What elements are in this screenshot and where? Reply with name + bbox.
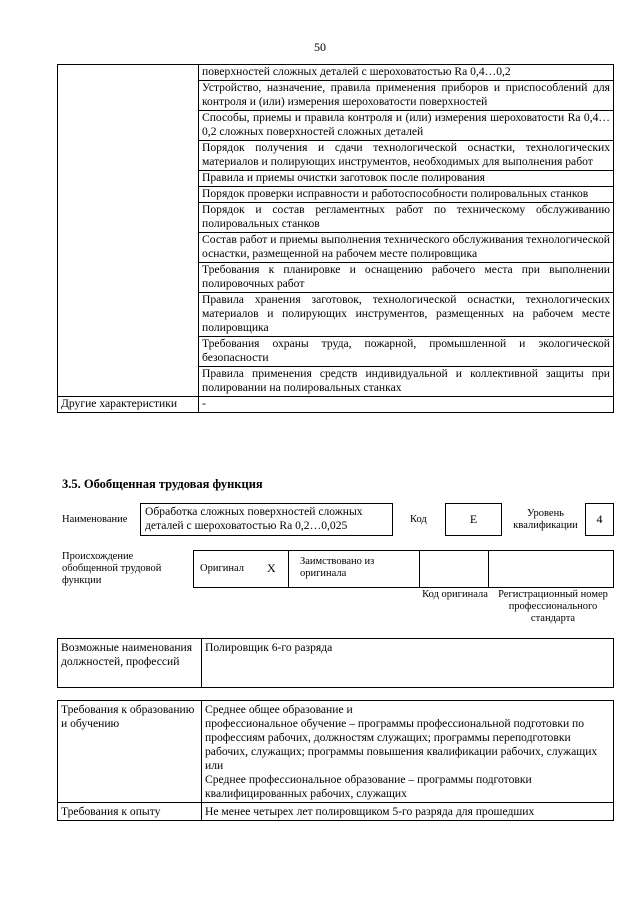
knowledge-item: Состав работ и приемы выполнения технического обслуживания технологической оснастки, размещенной на рабочем месте полировщика — [199, 233, 614, 263]
function-name-box — [140, 503, 393, 536]
code-box — [445, 503, 502, 536]
positions-table — [57, 638, 614, 688]
level-box — [585, 503, 614, 536]
page-number: 50 — [314, 40, 326, 54]
code-value: E — [469, 512, 478, 526]
origin-label: Происхождение обобщенной трудовой функции — [62, 551, 162, 586]
level-value: 4 — [596, 512, 603, 526]
education-line: Среднее общее образование и — [205, 703, 353, 716]
knowledge-item: Требования охраны труда, пожарной, промышленной и экологической безопасности — [199, 337, 614, 367]
knowledge-item: Требования к планировке и оснащению рабочего места при выполнении полировочных работ — [199, 263, 614, 293]
education-value — [202, 701, 614, 803]
positions-label: Возможные наименования должностей, профессий — [58, 639, 202, 688]
reg-number-caption: Регистрационный номер профессионального стандарта — [498, 589, 608, 624]
knowledge-table — [57, 64, 614, 413]
original-mark: X — [267, 561, 276, 575]
requirements-table — [57, 700, 614, 821]
education-label: Требования к образованию и обучению — [58, 701, 202, 803]
education-line: профессиональное обучение – программы профессиональной подготовки по профессиям рабочих, должностям служащих; программы переподготовки рабочих, служащих; программы повышения квалификации рабочих, служащих — [205, 717, 598, 758]
other-characteristics-value: - — [199, 397, 614, 413]
origin-box — [193, 550, 614, 588]
knowledge-item: Порядок получения и сдачи технологической оснастки, технологических материалов и полирующих инструментов, необходимых для выполнения работ — [199, 141, 614, 171]
education-line: Среднее профессиональное образование – программы подготовки квалифицированных рабочих, служащих — [205, 773, 532, 800]
knowledge-item: Устройство, назначение, правила применения приборов и приспособлений для контроля и (или) измерения шероховатости поверхностей — [199, 81, 614, 111]
knowledge-item: Порядок и состав регламентных работ по техническому обслуживанию полировальных станков — [199, 203, 614, 233]
experience-label: Требования к опыту — [58, 803, 202, 821]
education-line: или — [205, 759, 224, 772]
name-label: Наименование — [62, 514, 128, 525]
section-title: 3.5. Обобщенная трудовая функция — [62, 477, 263, 491]
level-label: Уровень квалификации — [513, 508, 578, 531]
knowledge-label-cell — [58, 65, 199, 397]
positions-value: Полировщик 6-го разряда — [202, 639, 614, 688]
knowledge-item: Правила хранения заготовок, технологической оснастки, технологических материалов и полирующих инструментов, размещенных на рабочем месте полировщика — [199, 293, 614, 337]
borrowed-label: Заимствовано из оригинала — [300, 556, 375, 579]
knowledge-item: Правила и приемы очистки заготовок после полирования — [199, 171, 614, 187]
original-label: Оригинал — [200, 563, 244, 574]
knowledge-item: Порядок проверки исправности и работоспособности полировальных станков — [199, 187, 614, 203]
knowledge-item: Правила применения средств индивидуальной и коллективной защиты при полировании на полировальных станках — [199, 367, 614, 397]
other-characteristics-label: Другие характеристики — [58, 397, 199, 413]
code-label: Код — [410, 514, 427, 525]
knowledge-item: Способы, приемы и правила контроля и (или) измерения шероховатости Ra 0,4…0,2 сложных поверхностей сложных деталей — [199, 111, 614, 141]
knowledge-item: поверхностей сложных деталей с шероховатостью Ra 0,4…0,2 — [199, 65, 614, 81]
experience-value: Не менее четырех лет полировщиком 5-го разряда для прошедших — [202, 803, 614, 821]
code-original-caption: Код оригинала — [422, 589, 488, 600]
function-name-value: Обработка сложных поверхностей сложных деталей с шероховатостью Ra 0,2…0,025 — [145, 505, 363, 532]
